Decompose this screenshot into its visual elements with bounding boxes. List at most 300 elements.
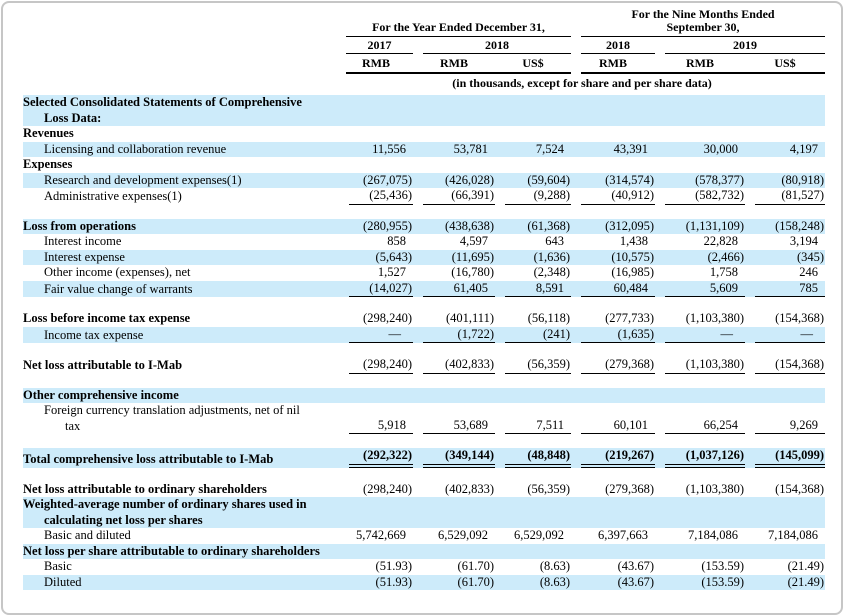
cell-value: 30,000: [703, 141, 739, 156]
value-cell: [571, 126, 655, 142]
row-label: Selected Consolidated Statements of Comprehensive Loss Data:: [23, 95, 339, 126]
value-cell: [413, 388, 495, 404]
value-cell: [745, 327, 825, 344]
cell-value: 60,484: [613, 280, 649, 295]
value-cell: [413, 327, 495, 344]
table-row: [23, 357, 825, 374]
comprehensive-loss-table: [23, 8, 825, 590]
row-label: Basic: [44, 559, 72, 573]
value-cell: [495, 528, 571, 544]
cell-value: (438,638): [445, 218, 494, 233]
cell-value: 1,438: [619, 234, 649, 248]
value-cell: [495, 311, 571, 327]
cell-value: (154,368): [775, 357, 825, 371]
value-cell: [745, 575, 825, 591]
table-row: [23, 311, 825, 327]
cell-value: (43.67): [617, 574, 655, 589]
spacer-row: [23, 468, 825, 482]
value-cell: [655, 327, 745, 344]
table-header: [23, 8, 825, 95]
cell-value: (56,118): [527, 311, 571, 325]
value-cell: [339, 403, 413, 434]
value-cell: [339, 95, 413, 126]
value-cell: [655, 482, 745, 498]
value-cell: [745, 142, 825, 158]
value-cell: [745, 357, 825, 374]
table-row: [23, 234, 825, 250]
period-group-2-title-line2: September 30,: [666, 20, 740, 34]
value-cell: [339, 157, 413, 173]
value-cell: [495, 188, 571, 205]
row-label: Loss before income tax expense: [23, 311, 191, 325]
value-cell: [571, 388, 655, 404]
cell-value: (16,780): [451, 265, 494, 279]
value-cell: [571, 448, 655, 468]
value-cell: [571, 528, 655, 544]
cell-value: (8.63): [539, 559, 571, 573]
value-cell: [495, 388, 571, 404]
value-cell: [339, 528, 413, 544]
cell-value: (2,466): [707, 249, 745, 264]
cell-value: (1,037,126): [685, 448, 745, 462]
year-column-2019: 2019: [665, 37, 825, 54]
cell-value: (154,368): [775, 481, 825, 496]
value-cell: [655, 219, 745, 235]
table-row: [23, 126, 825, 142]
value-cell: [413, 95, 495, 126]
currency-label: RMB: [362, 56, 390, 70]
value-cell: [745, 448, 825, 468]
spacer-cell: [23, 374, 825, 388]
cell-value: 43,391: [613, 141, 649, 156]
value-cell: [745, 157, 825, 173]
value-cell: [413, 497, 495, 528]
value-cell: [745, 544, 825, 560]
value-cell: [413, 265, 495, 281]
value-cell: [571, 234, 655, 250]
value-cell: [413, 482, 495, 498]
value-cell: [339, 219, 413, 235]
cell-value: (2,348): [533, 265, 571, 279]
value-cell: [655, 265, 745, 281]
cell-value: 785: [799, 280, 819, 295]
table-row: [23, 403, 825, 434]
value-cell: [571, 95, 655, 126]
value-cell: [413, 126, 495, 142]
value-cell: [413, 448, 495, 468]
row-label: Basic and diluted: [44, 528, 131, 542]
cell-value: 7,184,086: [768, 528, 819, 542]
value-cell: [655, 250, 745, 266]
cell-value: 61,405: [453, 280, 488, 295]
value-cell: [339, 388, 413, 404]
cell-value: 6,397,663: [598, 528, 649, 542]
value-cell: [339, 448, 413, 468]
value-cell: [745, 95, 825, 126]
row-label: Weighted-average number of ordinary shares used in calculating net loss per shares: [23, 497, 339, 528]
cell-value: (48,848): [527, 448, 571, 462]
currency-label: US$: [522, 56, 544, 70]
cell-value: 8,591: [535, 280, 565, 295]
cell-value: (145,099): [775, 448, 825, 462]
table-row: [23, 281, 825, 298]
table-row: [23, 559, 825, 575]
row-label: Interest income: [44, 234, 122, 248]
table-body: [23, 95, 825, 590]
cell-value: 11,556: [372, 141, 406, 156]
cell-value: 6,529,092: [438, 528, 488, 542]
cell-value: 4,197: [789, 141, 819, 156]
value-cell: [339, 142, 413, 158]
cell-value: 5,742,669: [356, 528, 406, 542]
cell-value: (582,732): [695, 188, 745, 202]
value-cell: [339, 281, 413, 298]
value-cell: [745, 497, 825, 528]
spacer-row: [23, 297, 825, 311]
value-cell: [655, 234, 745, 250]
value-cell: [655, 448, 745, 468]
value-cell: [571, 281, 655, 298]
cell-value: —: [388, 326, 401, 341]
value-cell: [571, 575, 655, 591]
value-cell: [495, 173, 571, 189]
value-cell: [339, 250, 413, 266]
cell-value: (279,368): [605, 481, 655, 496]
value-cell: [339, 357, 413, 374]
value-cell: [571, 188, 655, 205]
cell-value: 643: [545, 234, 565, 248]
value-cell: [339, 575, 413, 591]
cell-value: 7,524: [535, 141, 565, 156]
cell-value: (1,103,380): [685, 357, 745, 371]
cell-value: 7,184,086: [688, 528, 739, 542]
value-cell: [655, 311, 745, 327]
table-row: [23, 388, 825, 404]
row-label: Net loss per share attributable to ordinary shareholders: [23, 544, 339, 560]
cell-value: (10,575): [611, 249, 655, 264]
cell-value: (345): [796, 249, 825, 264]
table-row: [23, 265, 825, 281]
cell-value: (14,027): [369, 280, 412, 295]
row-label: Foreign currency translation adjustments, net of nil tax: [44, 403, 300, 433]
row-label: Revenues: [23, 126, 74, 140]
value-cell: [495, 219, 571, 235]
value-cell: [745, 173, 825, 189]
cell-value: 5,609: [709, 280, 739, 295]
value-cell: [571, 250, 655, 266]
cell-value: (56,359): [527, 481, 571, 496]
cell-value: 1,527: [377, 265, 406, 279]
value-cell: [495, 95, 571, 126]
value-cell: [745, 528, 825, 544]
row-label: Research and development expenses(1): [23, 173, 339, 189]
cell-value: (8.63): [539, 574, 571, 589]
value-cell: [655, 157, 745, 173]
cell-value: (1,103,380): [685, 311, 745, 325]
value-cell: [413, 311, 495, 327]
value-cell: [495, 126, 571, 142]
cell-value: (21.49): [787, 559, 825, 573]
row-label: Interest expense: [23, 250, 339, 266]
currency-label: RMB: [440, 56, 468, 70]
value-cell: [745, 482, 825, 498]
cell-value: (578,377): [695, 172, 745, 187]
document-frame: [1, 1, 843, 615]
period-group-year-ended: [346, 21, 571, 37]
cell-value: 858: [387, 234, 406, 248]
cell-value: (1,722): [457, 326, 494, 341]
spacer-cell: [23, 468, 825, 482]
value-cell: [571, 357, 655, 374]
cell-value: 22,828: [703, 234, 739, 248]
header-year-row: [23, 37, 825, 54]
value-cell: [571, 265, 655, 281]
table-row: [23, 544, 825, 560]
row-label: Net loss attributable to I-Mab: [23, 358, 183, 372]
value-cell: [745, 311, 825, 327]
value-cell: [413, 544, 495, 560]
cell-value: (9,288): [533, 188, 571, 202]
value-cell: [339, 188, 413, 205]
value-cell: [413, 357, 495, 374]
value-cell: [339, 482, 413, 498]
units-note: (in thousands, except for share and per share data): [452, 76, 712, 90]
value-cell: [571, 559, 655, 575]
value-cell: [745, 219, 825, 235]
cell-value: (314,574): [605, 172, 655, 187]
value-cell: [571, 142, 655, 158]
row-label: Diluted: [23, 575, 339, 591]
value-cell: [745, 234, 825, 250]
value-cell: [495, 403, 571, 434]
value-cell: [413, 234, 495, 250]
value-cell: [745, 559, 825, 575]
row-label: Administrative expenses(1): [44, 189, 182, 203]
spacer-cell: [23, 434, 825, 448]
value-cell: [339, 173, 413, 189]
value-cell: [413, 157, 495, 173]
value-cell: [495, 157, 571, 173]
header-currency-row: [23, 54, 825, 72]
cell-value: (80,918): [781, 172, 825, 187]
header-label-spacer: [23, 8, 339, 37]
row-label: Income tax expense: [23, 327, 339, 344]
value-cell: [495, 281, 571, 298]
value-cell: [745, 188, 825, 205]
value-cell: [495, 482, 571, 498]
table-row: [23, 95, 825, 126]
value-cell: [495, 234, 571, 250]
cell-value: (277,733): [605, 311, 655, 325]
value-cell: [495, 559, 571, 575]
value-cell: [655, 388, 745, 404]
cell-value: (61.70): [457, 559, 494, 573]
table-row: [23, 497, 825, 528]
cell-value: (61,368): [527, 218, 571, 233]
cell-value: 53,781: [453, 141, 488, 156]
value-cell: [571, 327, 655, 344]
spacer-row: [23, 343, 825, 357]
value-cell: [655, 497, 745, 528]
table-row: [23, 528, 825, 544]
cell-value: (11,695): [451, 249, 494, 264]
value-cell: [495, 575, 571, 591]
cell-value: 6,529,092: [514, 528, 565, 542]
value-cell: [655, 575, 745, 591]
cell-value: (402,833): [445, 357, 494, 371]
row-label: Expenses: [23, 157, 73, 171]
spacer-row: [23, 434, 825, 448]
value-cell: [413, 575, 495, 591]
cell-value: (59,604): [527, 172, 571, 187]
value-cell: [495, 327, 571, 344]
currency-label: RMB: [686, 56, 715, 70]
cell-value: 9,269: [789, 417, 819, 432]
cell-value: (280,955): [363, 218, 412, 233]
cell-value: (267,075): [363, 172, 412, 187]
value-cell: [495, 250, 571, 266]
value-cell: [495, 448, 571, 468]
row-label: Other income (expenses), net: [44, 265, 191, 279]
value-cell: [745, 403, 825, 434]
value-cell: [571, 311, 655, 327]
value-cell: [339, 265, 413, 281]
table-row: [23, 448, 825, 468]
cell-value: —: [720, 326, 734, 341]
row-label: Total comprehensive loss attributable to I-Mab: [23, 448, 339, 468]
cell-value: (66,391): [451, 188, 494, 202]
value-cell: [745, 126, 825, 142]
value-cell: [655, 544, 745, 560]
cell-value: (279,368): [605, 357, 655, 371]
value-cell: [413, 173, 495, 189]
value-cell: [339, 544, 413, 560]
row-label: Loss from operations: [23, 219, 339, 235]
row-label: Net loss attributable to ordinary shareholders: [23, 481, 267, 496]
cell-value: (153.59): [701, 574, 745, 589]
cell-value: (1,636): [533, 249, 571, 264]
cell-value: (51.93): [375, 574, 412, 589]
spacer-cell: [23, 205, 825, 219]
value-cell: [655, 142, 745, 158]
value-cell: [413, 188, 495, 205]
table-row: [23, 219, 825, 235]
value-cell: [655, 357, 745, 374]
spacer-row: [23, 205, 825, 219]
cell-value: (43.67): [617, 559, 655, 573]
value-cell: [655, 528, 745, 544]
cell-value: (51.93): [375, 559, 412, 573]
cell-value: (25,436): [369, 188, 412, 202]
period-group-nine-months: [581, 8, 825, 37]
value-cell: [571, 173, 655, 189]
cell-value: 4,597: [459, 234, 488, 248]
value-cell: [339, 126, 413, 142]
cell-value: (1,131,109): [685, 218, 745, 233]
cell-value: (402,833): [445, 481, 494, 496]
currency-label: US$: [774, 56, 796, 70]
value-cell: [655, 126, 745, 142]
value-cell: [339, 234, 413, 250]
cell-value: (349,144): [445, 448, 494, 462]
value-cell: [413, 250, 495, 266]
cell-value: (5,643): [375, 249, 412, 264]
table-row: [23, 188, 825, 205]
year-column-2018: 2018: [423, 37, 571, 54]
value-cell: [339, 497, 413, 528]
row-label: Fair value change of warrants: [23, 281, 339, 298]
row-label: Licensing and collaboration revenue: [23, 142, 339, 158]
value-cell: [339, 311, 413, 327]
cell-value: (292,322): [363, 448, 412, 462]
period-group-1-title: For the Year Ended December 31,: [372, 20, 545, 34]
cell-value: (401,111): [445, 311, 494, 325]
cell-value: (219,267): [605, 448, 655, 462]
value-cell: [571, 544, 655, 560]
table-row: [23, 250, 825, 266]
cell-value: —: [800, 326, 814, 341]
value-cell: [745, 250, 825, 266]
cell-value: (61.70): [457, 574, 494, 589]
value-cell: [655, 173, 745, 189]
cell-value: 3,194: [789, 234, 819, 248]
cell-value: (21.49): [787, 574, 825, 589]
value-cell: [655, 403, 745, 434]
cell-value: (153.59): [701, 559, 745, 573]
period-group-2-title-line1: For the Nine Months Ended: [631, 7, 775, 21]
value-cell: [495, 497, 571, 528]
cell-value: (312,095): [605, 218, 655, 233]
value-cell: [413, 528, 495, 544]
header-period-row: [23, 8, 825, 37]
year-column-2018-nine-months: 2018: [581, 37, 655, 54]
cell-value: (426,028): [445, 172, 494, 187]
spacer-cell: [23, 297, 825, 311]
value-cell: [413, 219, 495, 235]
cell-value: 5,918: [377, 417, 406, 432]
value-cell: [655, 95, 745, 126]
value-cell: [413, 403, 495, 434]
value-cell: [495, 265, 571, 281]
value-cell: [571, 157, 655, 173]
value-cell: [745, 388, 825, 404]
cell-value: 66,254: [703, 417, 739, 432]
cell-value: (298,240): [363, 311, 412, 325]
value-cell: [571, 497, 655, 528]
value-cell: [495, 544, 571, 560]
cell-value: (16,985): [611, 265, 655, 279]
spacer-row: [23, 374, 825, 388]
table-row: [23, 157, 825, 173]
cell-value: (1,635): [617, 326, 655, 341]
cell-value: (298,240): [363, 481, 412, 496]
value-cell: [339, 559, 413, 575]
value-cell: [655, 559, 745, 575]
cell-value: (298,240): [363, 357, 412, 371]
value-cell: [571, 482, 655, 498]
table-row: [23, 482, 825, 498]
cell-value: (40,912): [611, 188, 655, 202]
table-row: [23, 327, 825, 344]
cell-value: (158,248): [775, 218, 825, 233]
cell-value: 53,689: [453, 417, 488, 432]
units-note-row: [23, 74, 825, 95]
cell-value: 246: [799, 265, 819, 279]
value-cell: [495, 142, 571, 158]
cell-value: (241): [542, 326, 571, 341]
table-row: [23, 142, 825, 158]
year-column-2017: 2017: [346, 37, 413, 54]
